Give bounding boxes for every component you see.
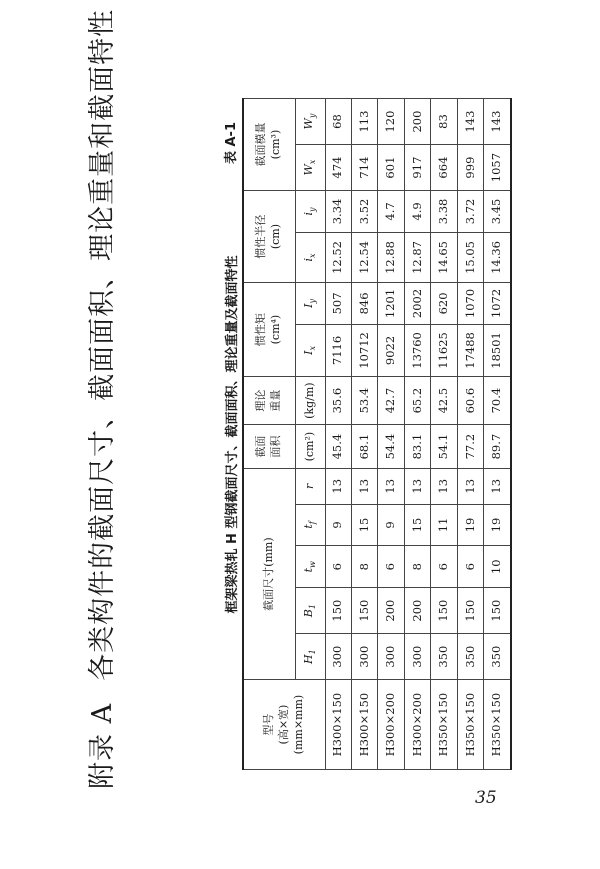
cell-area: 54.1 (431, 425, 457, 469)
header-weight-line1: 理论 (254, 389, 268, 412)
table-row (325, 99, 351, 770)
cell-iy: 4.7 (378, 191, 404, 233)
header-area-line2: 面积 (269, 435, 283, 458)
cell-B: 200 (378, 588, 404, 634)
cell-weight: 42.7 (378, 377, 404, 425)
header-model-line1: 型号 (261, 713, 275, 736)
sym-ix: $i_x$ (295, 232, 325, 282)
header-inertia-unit: (cm⁴) (269, 314, 283, 345)
appendix-label: 附录 A (87, 702, 118, 789)
cell-Wx: 664 (431, 145, 457, 191)
cell-H: 300 (325, 634, 351, 680)
cell-model: H300×200 (404, 680, 430, 770)
cell-model: H300×150 (351, 680, 377, 770)
sym-tf-text: t (301, 524, 315, 529)
sym-tf: $t_f$ (295, 504, 325, 546)
cell-Ix: 18501 (484, 324, 511, 376)
cell-r: 13 (457, 469, 483, 505)
cell-iy: 3.52 (351, 191, 377, 233)
cell-r: 13 (351, 469, 377, 505)
sym-iy-text: i (301, 211, 315, 216)
sym-Wy-text: W (301, 118, 315, 130)
table-row (431, 99, 457, 770)
h-section-table (242, 98, 512, 770)
header-weight-line2: 重量 (269, 389, 283, 412)
cell-Wy: 120 (378, 99, 404, 145)
sym-H-text: H (301, 654, 315, 664)
cell-Wx: 714 (351, 145, 377, 191)
cell-area: 83.1 (404, 425, 430, 469)
cell-Ix: 11625 (431, 324, 457, 376)
cell-area: 77.2 (457, 425, 483, 469)
cell-Wy: 113 (351, 99, 377, 145)
sym-Iy-text: I (301, 303, 315, 308)
table-row (484, 99, 511, 770)
header-dims: 截面尺寸(mm) (243, 469, 295, 680)
cell-r: 13 (431, 469, 457, 505)
sym-Ix: $I_x$ (295, 324, 325, 376)
sym-ix-text: i (301, 257, 315, 262)
cell-Iy: 1201 (378, 283, 404, 325)
cell-H: 350 (457, 634, 483, 680)
cell-ix: 15.05 (457, 232, 483, 282)
sym-r: r (295, 469, 325, 505)
cell-H: 350 (431, 634, 457, 680)
table-row (404, 99, 430, 770)
sym-Wx: $W_x$ (295, 145, 325, 191)
appendix-heading (80, 9, 119, 789)
cell-Ix: 17488 (457, 324, 483, 376)
cell-weight: 70.4 (484, 377, 511, 425)
cell-tf: 9 (325, 504, 351, 546)
appendix-title: 各类构件的截面尺寸、截面面积、理论重量和截面特性 (87, 8, 118, 681)
cell-Ix: 9022 (378, 324, 404, 376)
header-inertia (243, 283, 295, 377)
header-area-line1: 截面 (254, 435, 268, 458)
cell-Wx: 999 (457, 145, 483, 191)
cell-iy: 4.9 (404, 191, 430, 233)
cell-area: 54.4 (378, 425, 404, 469)
cell-iy: 3.38 (431, 191, 457, 233)
cell-Wx: 1057 (484, 145, 511, 191)
cell-tf: 9 (378, 504, 404, 546)
cell-H: 300 (351, 634, 377, 680)
cell-ix: 14.36 (484, 232, 511, 282)
cell-area: 89.7 (484, 425, 511, 469)
cell-Ix: 13760 (404, 324, 430, 376)
cell-iy: 3.72 (457, 191, 483, 233)
cell-Ix: 10712 (351, 324, 377, 376)
sym-H: $H_1$ (295, 634, 325, 680)
cell-Iy: 1072 (484, 283, 511, 325)
cell-tf: 19 (484, 504, 511, 546)
cell-weight: 60.6 (457, 377, 483, 425)
cell-B: 150 (431, 588, 457, 634)
header-inertia-label: 惯性矩 (254, 313, 268, 347)
header-row-1 (243, 99, 295, 770)
header-radius-label: 惯性半径 (254, 214, 268, 259)
cell-tw: 6 (325, 546, 351, 588)
header-model-line2: (高×宽) (276, 704, 290, 745)
cell-model: H350×150 (431, 680, 457, 770)
cell-tw: 6 (457, 546, 483, 588)
cell-area: 45.4 (325, 425, 351, 469)
cell-Wy: 200 (404, 99, 430, 145)
cell-tf: 15 (404, 504, 430, 546)
cell-ix: 14.65 (431, 232, 457, 282)
header-modulus-label: 截面模量 (254, 122, 268, 167)
cell-ix: 12.88 (378, 232, 404, 282)
table-row (378, 99, 404, 770)
cell-H: 300 (378, 634, 404, 680)
table-row (351, 99, 377, 770)
cell-B: 150 (351, 588, 377, 634)
header-weight (243, 377, 295, 425)
cell-Wy: 143 (484, 99, 511, 145)
sym-Ix-text: I (301, 350, 315, 355)
cell-ix: 12.87 (404, 232, 430, 282)
cell-tw: 8 (404, 546, 430, 588)
header-area-unit: (cm²) (295, 425, 325, 469)
cell-weight: 53.4 (351, 377, 377, 425)
cell-Wx: 917 (404, 145, 430, 191)
cell-Wx: 474 (325, 145, 351, 191)
cell-tw: 6 (378, 546, 404, 588)
cell-Wy: 83 (431, 99, 457, 145)
page-number: 35 (475, 788, 497, 808)
cell-H: 300 (404, 634, 430, 680)
cell-iy: 3.34 (325, 191, 351, 233)
header-row-2 (295, 99, 325, 770)
sym-B-text: B (301, 609, 315, 618)
cell-Wx: 601 (378, 145, 404, 191)
cell-r: 13 (404, 469, 430, 505)
table-row (457, 99, 483, 770)
cell-Wy: 143 (457, 99, 483, 145)
sym-Wy: $W_y$ (295, 99, 325, 145)
cell-Iy: 846 (351, 283, 377, 325)
sym-Iy: $I_y$ (295, 283, 325, 325)
cell-weight: 42.5 (431, 377, 457, 425)
cell-H: 350 (484, 634, 511, 680)
cell-model: H350×150 (457, 680, 483, 770)
cell-ix: 12.52 (325, 232, 351, 282)
cell-Iy: 1070 (457, 283, 483, 325)
cell-tf: 15 (351, 504, 377, 546)
cell-weight: 65.2 (404, 377, 430, 425)
cell-Iy: 2002 (404, 283, 430, 325)
table-caption: 框架梁热轧 H 型钢截面尺寸、截面面积、理论重量及截面特性 (225, 255, 240, 614)
sym-B: $B_1$ (295, 588, 325, 634)
cell-ix: 12.54 (351, 232, 377, 282)
cell-r: 13 (325, 469, 351, 505)
header-modulus-unit: (cm³) (269, 129, 283, 160)
sym-Wx-text: W (301, 164, 315, 176)
cell-iy: 3.45 (484, 191, 511, 233)
cell-tw: 8 (351, 546, 377, 588)
header-model-line3: (mm×mm) (291, 694, 305, 755)
sym-tw: $t_w$ (295, 546, 325, 588)
table-number: 表 A-1 (224, 122, 239, 165)
cell-model: H350×150 (484, 680, 511, 770)
cell-tf: 19 (457, 504, 483, 546)
sym-tw-text: t (301, 567, 315, 573)
header-modulus (243, 99, 295, 191)
cell-r: 13 (484, 469, 511, 505)
cell-Ix: 7116 (325, 324, 351, 376)
cell-tf: 11 (431, 504, 457, 546)
cell-B: 200 (404, 588, 430, 634)
cell-area: 68.1 (351, 425, 377, 469)
cell-B: 150 (325, 588, 351, 634)
cell-model: H300×150 (325, 680, 351, 770)
cell-model: H300×200 (378, 680, 404, 770)
cell-B: 150 (457, 588, 483, 634)
sym-iy: $i_y$ (295, 191, 325, 233)
cell-tw: 10 (484, 546, 511, 588)
cell-Iy: 620 (431, 283, 457, 325)
cell-Wy: 68 (325, 99, 351, 145)
cell-tw: 6 (431, 546, 457, 588)
cell-Iy: 507 (325, 283, 351, 325)
header-radius-unit: (cm) (269, 223, 283, 250)
header-radius (243, 191, 295, 283)
header-area (243, 425, 295, 469)
cell-r: 13 (378, 469, 404, 505)
cell-weight: 35.6 (325, 377, 351, 425)
header-weight-unit: (kg/m) (295, 377, 325, 425)
cell-B: 150 (484, 588, 511, 634)
header-model (243, 680, 325, 770)
